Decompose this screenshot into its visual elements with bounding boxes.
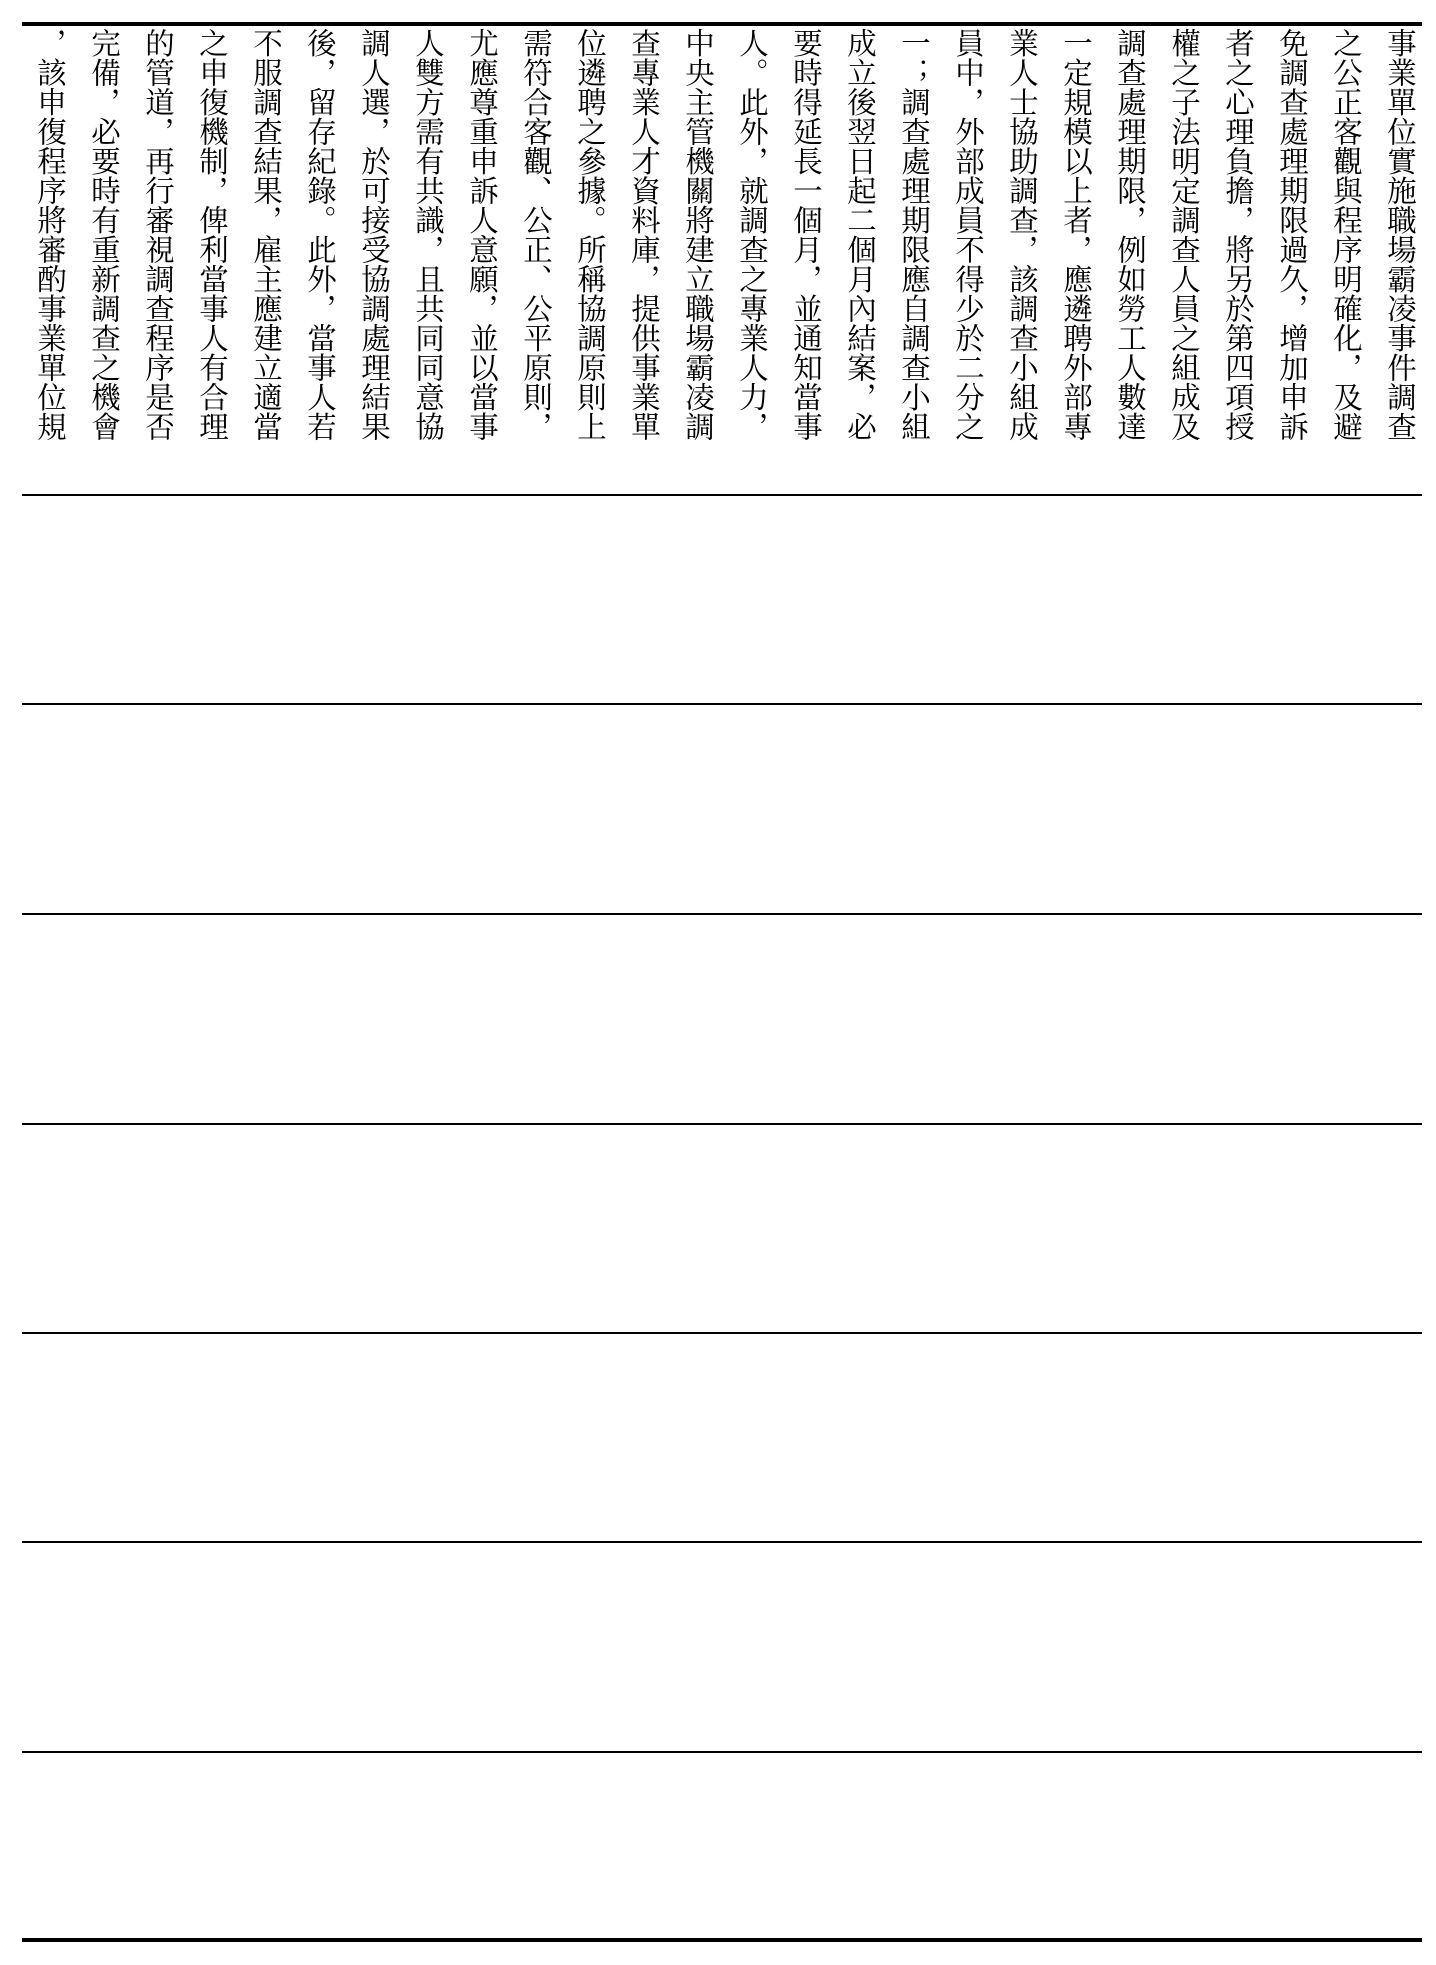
text-column: 後，留存紀錄。此外，當事人若 <box>303 28 337 441</box>
text-column: 之公正客觀與程序明確化，及避 <box>1329 28 1363 441</box>
text-column: 免調查處理期限過久，增加申訴 <box>1275 28 1309 441</box>
text-column: 中央主管機關將建立職場霸凌調 <box>681 28 715 441</box>
section-divider <box>22 1751 1422 1753</box>
text-column: 業人士協助調查，該調查小組成 <box>1005 28 1039 441</box>
text-column: 調查處理期限，例如勞工人數達 <box>1113 28 1147 441</box>
text-column: 需符合客觀、公正、公平原則， <box>519 28 553 441</box>
text-column: 調人選，於可接受協調處理結果 <box>357 28 391 441</box>
text-column: ，該申復程序將審酌事業單位規 <box>33 28 67 441</box>
text-column: 不服調查結果，雇主應建立適當 <box>249 28 283 441</box>
text-column: 尤應尊重申訴人意願，並以當事 <box>465 28 499 441</box>
section-divider <box>22 703 1422 705</box>
text-column: 一定規模以上者，應遴聘外部專 <box>1059 28 1093 441</box>
section-divider <box>22 1541 1422 1543</box>
text-column: 權之子法明定調查人員之組成及 <box>1167 28 1201 441</box>
text-column: 一；調查處理期限應自調查小組 <box>897 28 931 441</box>
text-column: 成立後翌日起二個月內結案，必 <box>843 28 877 441</box>
bottom-rule <box>22 1938 1422 1942</box>
text-column: 者之心理負擔，將另於第四項授 <box>1221 28 1255 441</box>
text-column: 事業單位實施職場霸凌事件調查 <box>1383 28 1417 441</box>
section-divider <box>22 1123 1422 1125</box>
text-column: 完備，必要時有重新調查之機會 <box>87 28 121 441</box>
text-column: 人。此外，就調查之專業人力， <box>735 28 769 441</box>
top-rule <box>22 22 1422 26</box>
text-column: 位遴聘之參據。所稱協調原則上 <box>573 28 607 441</box>
text-column: 之申復機制，俾利當事人有合理 <box>195 28 229 441</box>
text-column: 查專業人才資料庫，提供事業單 <box>627 28 661 441</box>
section-divider <box>22 494 1422 496</box>
text-column: 人雙方需有共識，且共同同意協 <box>411 28 445 441</box>
text-column: 要時得延長一個月，並通知當事 <box>789 28 823 441</box>
text-column: 的管道，再行審視調查程序是否 <box>141 28 175 441</box>
vertical-text-block <box>22 28 1422 484</box>
text-column: 員中，外部成員不得少於二分之 <box>951 28 985 441</box>
section-divider <box>22 1332 1422 1334</box>
section-divider <box>22 913 1422 915</box>
